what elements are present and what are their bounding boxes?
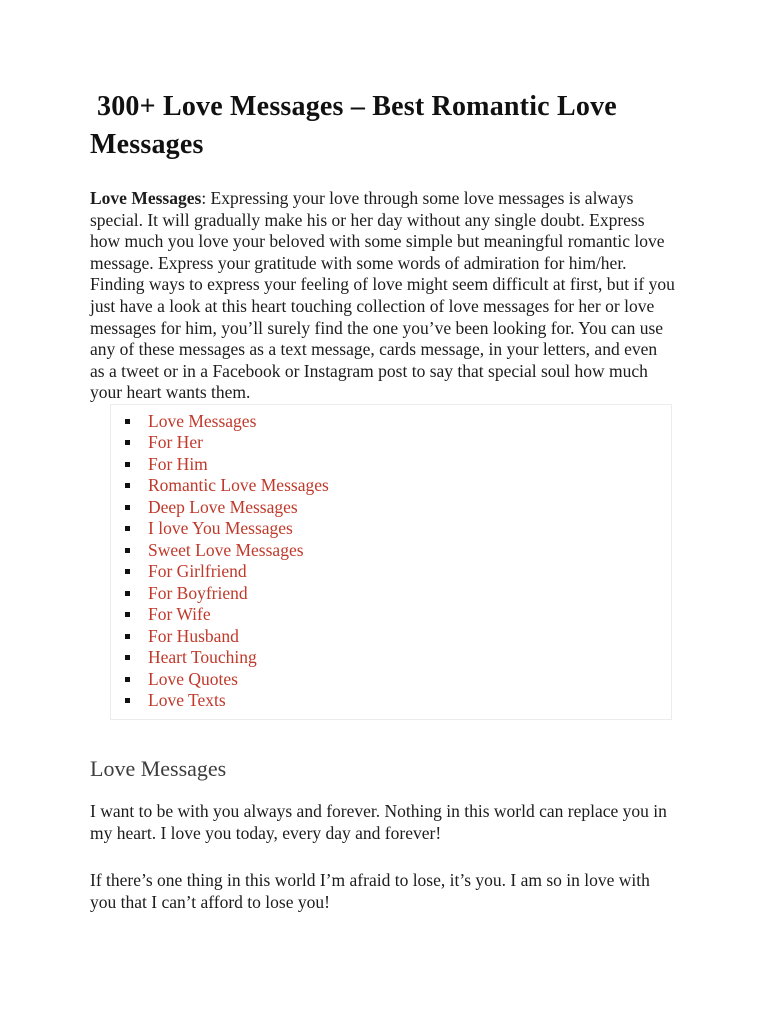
toc-link[interactable]: Love Quotes: [148, 668, 238, 689]
toc-item: [123, 669, 671, 691]
page-title: 300+ Love Messages – Best Romantic Love Messages: [90, 91, 617, 160]
toc-link[interactable]: For Her: [148, 432, 203, 453]
toc-item: [123, 583, 671, 605]
toc-link[interactable]: Romantic Love Messages: [148, 475, 329, 496]
toc-link[interactable]: For Him: [148, 453, 208, 474]
toc-link[interactable]: Love Messages: [148, 410, 257, 431]
toc-link[interactable]: Deep Love Messages: [148, 496, 298, 517]
toc-link[interactable]: I love You Messages: [148, 518, 293, 539]
toc-item: [123, 411, 671, 433]
love-message-paragraph: I want to be with you always and forever. Nothing in this world can replace you in my heart. I love you today, every day and forever!: [90, 800, 667, 843]
toc-link[interactable]: Sweet Love Messages: [148, 539, 304, 560]
toc-link[interactable]: For Husband: [148, 625, 239, 646]
toc-link[interactable]: For Wife: [148, 604, 211, 625]
toc-item: [123, 454, 671, 476]
toc-link[interactable]: For Girlfriend: [148, 561, 247, 582]
toc-link[interactable]: Heart Touching: [148, 647, 257, 668]
toc-link[interactable]: For Boyfriend: [148, 582, 248, 603]
toc-list: [123, 411, 671, 712]
intro-text: : Expressing your love through some love messages is always special. It will gradually make his or her day without any single doubt. Express how much you love your beloved with some simple but meaningful romantic love message. Express your gratitude with some words of admiration for him/her. Finding ways to express your feeling of love might seem difficult at first, but if you just have a look at this heart touching collection of love messages for her or love messages for him, you’ll surely find the one you’ve been looking for. You can use any of these messages as a text message, cards message, in your letters, and even as a tweet or in a Facebook or Instagram post to say that special soul how much your heart wants them.: [90, 188, 675, 403]
toc-item: [123, 518, 671, 540]
love-message-paragraph: If there’s one thing in this world I’m afraid to lose, it’s you. I am so in love with you that I can’t afford to lose you!: [90, 870, 650, 912]
toc-item: [123, 540, 671, 562]
toc-item: [123, 475, 671, 497]
toc-item: [123, 432, 671, 454]
toc-item: [123, 497, 671, 519]
intro-paragraph: [90, 188, 676, 404]
toc-link[interactable]: Love Texts: [148, 690, 226, 711]
toc-item: [123, 690, 671, 712]
section-heading: Love Messages: [90, 755, 227, 781]
intro-lead: Love Messages: [90, 188, 202, 208]
toc-item: [123, 647, 671, 669]
toc-item: [123, 626, 671, 648]
toc-item: [123, 561, 671, 583]
toc-box: [110, 404, 672, 720]
toc-item: [123, 604, 671, 626]
